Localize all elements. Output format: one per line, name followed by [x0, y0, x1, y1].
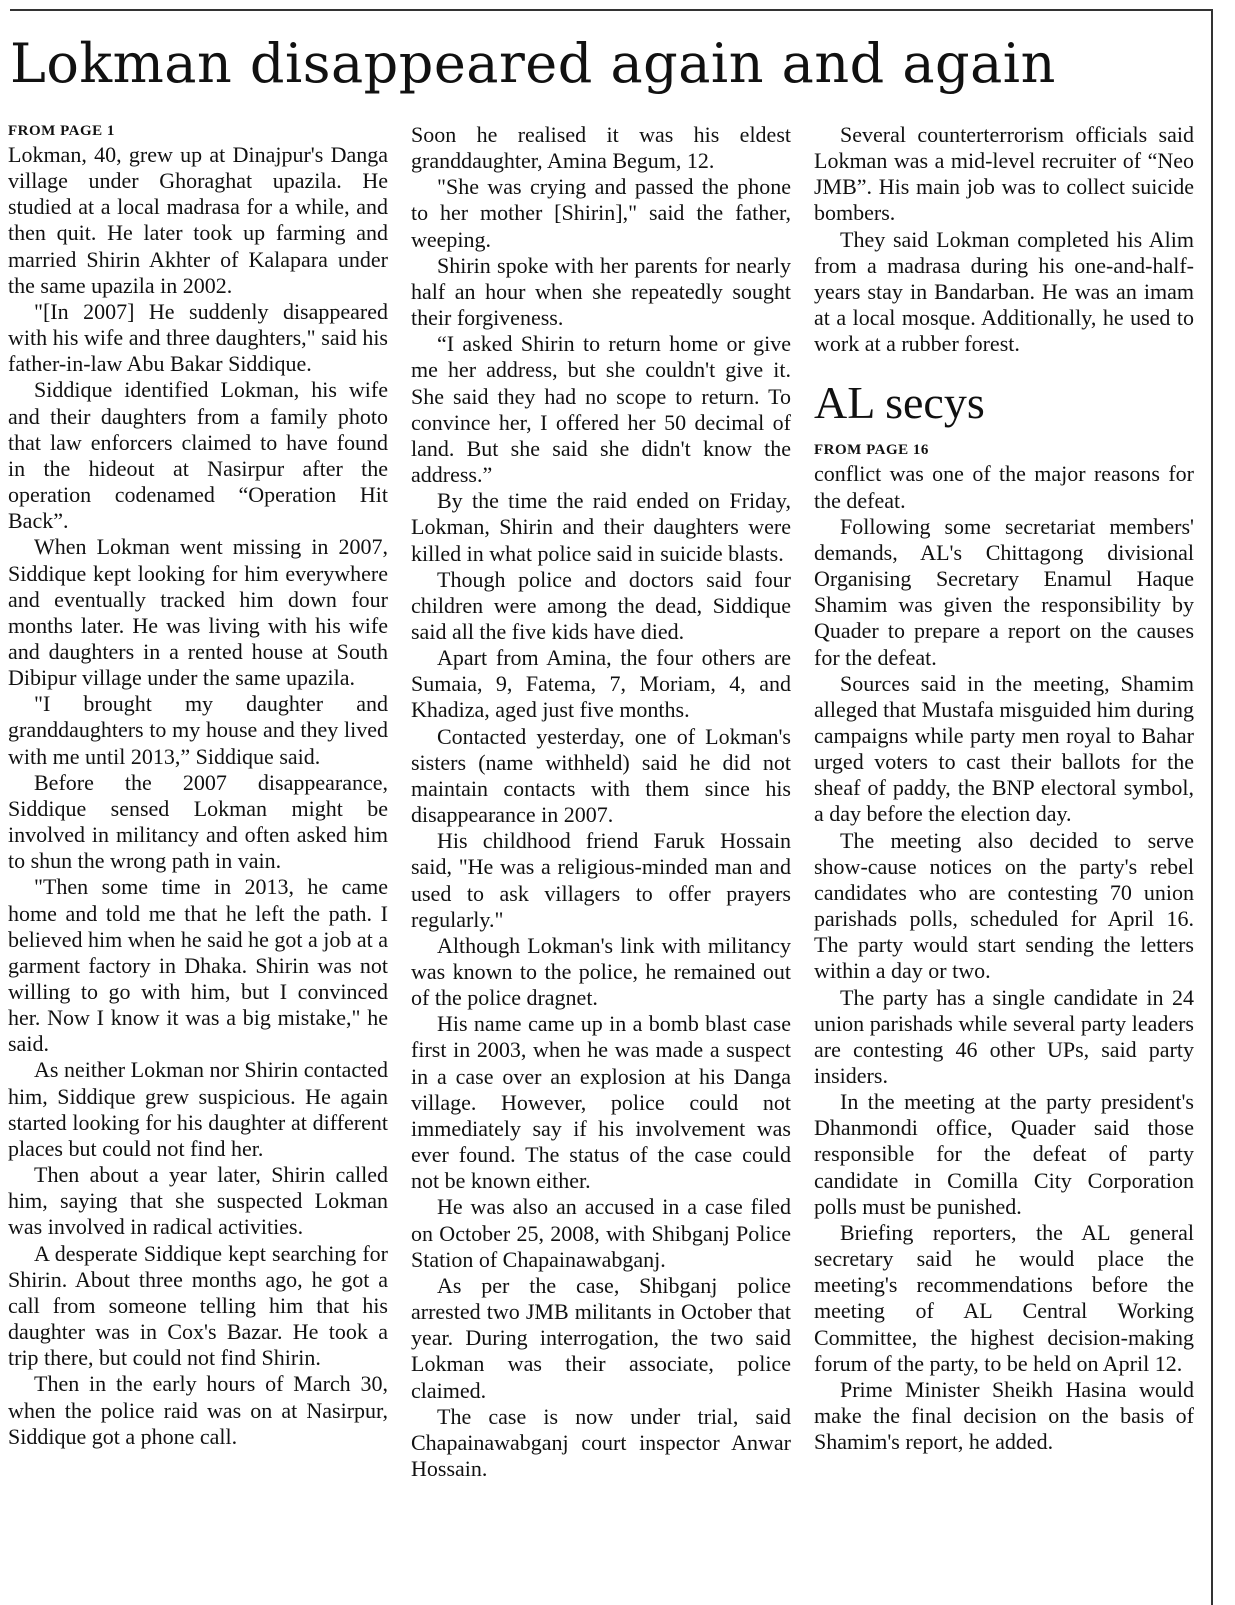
- paragraph: Shirin spoke with her parents for nearly half an hour when she repeatedly sought their forgiveness.: [411, 252, 791, 331]
- paragraph: The party has a single candidate in 24 union parishads while several party leaders are contesting 46 other UPs, said party insiders.: [814, 984, 1194, 1088]
- paragraph: They said Lokman completed his Alim from a madrasa during his one-and-half-years stay in Bandarban. He was an imam at a local mosque. Additionally, he used to work at a rubber forest.: [814, 226, 1194, 357]
- headline: Lokman disappeared again and again: [10, 32, 1056, 95]
- paragraph: “I asked Shirin to return home or give me her address, but she couldn't give it. She said they had no scope to return. To convince her, I offered her 50 decimal of land. But she said she didn't know the address.”: [411, 331, 791, 488]
- column-3: [814, 122, 1194, 1455]
- paragraph: conflict was one of the major reasons for the defeat.: [814, 461, 1194, 513]
- jump-line: FROM PAGE 1: [8, 123, 115, 139]
- paragraph: As per the case, Shibganj police arrested two JMB militants in October that year. During interrogation, the two said Lokman was their associate, police claimed.: [411, 1272, 791, 1403]
- paragraph: Sources said in the meeting, Shamim alleged that Mustafa misguided him during campaigns while party men royal to Bahar urged voters to cast their ballots for the sheaf of paddy, the BNP electoral symbol, a day before the election day.: [814, 670, 1194, 827]
- subhead: AL secys: [814, 377, 985, 429]
- jump-line: FROM PAGE 16: [814, 442, 929, 459]
- paragraph: In the meeting at the party president's Dhanmondi office, Quader said those responsible for the defeat of party candidate in Comilla City Corporation polls must be punished.: [814, 1089, 1194, 1219]
- paragraph: Though police and doctors said four children were among the dead, Siddique said all the five kids have died.: [411, 566, 791, 644]
- paragraph: Soon he realised it was his eldest granddaughter, Amina Begum, 12.: [411, 122, 791, 174]
- paragraph: Several counterterrorism officials said Lokman was a mid-level recruiter of “Neo JMB”. His main job was to collect suicide bombers.: [814, 122, 1194, 226]
- paragraph: As neither Lokman nor Shirin contacted him, Siddique grew suspicious. He again started looking for his daughter at different places but could not find her.: [8, 1057, 388, 1161]
- paragraph: Briefing reporters, the AL general secretary said he would place the meeting's recommendations before the meeting of AL Central Working Committee, the highest decision-making forum of the party, to be held on April 12.: [814, 1219, 1194, 1376]
- paragraph: Before the 2007 disappearance, Siddique sensed Lokman might be involved in militancy and often asked him to shun the wrong path in vain.: [8, 769, 388, 874]
- paragraph: Following some secretariat members' demands, AL's Chittagong divisional Organising Secretary Enamul Haque Shamim was given the responsibility by Quader to prepare a report on the causes for the defeat.: [814, 513, 1194, 670]
- paragraph: "Then some time in 2013, he came home and told me that he left the path. I believed him when he said he got a job at a garment factory in Dhaka. Shirin was not willing to go with him, but I convinced her. Now I know it was a big mistake," he said.: [8, 874, 388, 1057]
- paragraph: Siddique identified Lokman, his wife and their daughters from a family photo that law enforcers claimed to have found in the hideout at Nasirpur after the operation codenamed “Operation Hit Back”.: [8, 377, 388, 534]
- paragraph: Although Lokman's link with militancy was known to the police, he remained out of the police dragnet.: [411, 932, 791, 1011]
- paragraph: He was also an accused in a case filed on October 25, 2008, with Shibganj Police Station of Chapainawabganj.: [411, 1194, 791, 1272]
- paragraph: "I brought my daughter and granddaughters to my house and they lived with me until 2013,” Siddique said.: [8, 691, 388, 769]
- paragraph: Apart from Amina, the four others are Sumaia, 9, Fatema, 7, Moriam, 4, and Khadiza, aged just five months.: [411, 645, 791, 723]
- paragraph: His name came up in a bomb blast case first in 2003, when he was made a suspect in a case over an explosion at his Danga village. However, police could not immediately say if his involvement was ever found. The status of the case could not be known either.: [411, 1011, 791, 1194]
- paragraph: When Lokman went missing in 2007, Siddique kept looking for him everywhere and eventually tracked him down four months later. He was living with his wife and daughters in a rented house at South Dibipur village under the same upazila.: [8, 534, 388, 691]
- top-rule: [10, 9, 1213, 11]
- paragraph: Then about a year later, Shirin called him, saying that she suspected Lokman was involved in radical activities.: [8, 1162, 388, 1240]
- paragraph: "[In 2007] He suddenly disappeared with his wife and three daughters," said his father-in-law Abu Bakar Siddique.: [8, 298, 388, 377]
- paragraph: Contacted yesterday, one of Lokman's sisters (name withheld) said he did not maintain contacts with them since his disappearance in 2007.: [411, 723, 791, 828]
- paragraph: The case is now under trial, said Chapainawabganj court inspector Anwar Hossain.: [411, 1403, 791, 1481]
- paragraph: By the time the raid ended on Friday, Lokman, Shirin and their daughters were killed in what police said in suicide blasts.: [411, 488, 791, 566]
- column-2: [411, 122, 791, 1482]
- right-rule: [1211, 9, 1213, 1605]
- paragraph: Prime Minister Sheikh Hasina would make the final decision on the basis of Shamim's report, he added.: [814, 1376, 1194, 1455]
- paragraph: "She was crying and passed the phone to her mother [Shirin]," said the father, weeping.: [411, 174, 791, 252]
- paragraph: The meeting also decided to serve show-cause notices on the party's rebel candidates who are contesting 70 union parishads polls, scheduled for April 16. The party would start sending the letters within a day or two.: [814, 827, 1194, 984]
- paragraph: A desperate Siddique kept searching for Shirin. About three months ago, he got a call from someone telling him that his daughter was in Cox's Bazar. He took a trip there, but could not find Shirin.: [8, 1240, 388, 1371]
- column-1: [8, 122, 388, 1450]
- paragraph: Then in the early hours of March 30, when the police raid was on at Nasirpur, Siddique got a phone call.: [8, 1371, 388, 1449]
- paragraph: Lokman, 40, grew up at Dinajpur's Danga village under Ghoraghat upazila. He studied at a local madrasa for a while, and then quit. He later took up farming and married Shirin Akhter of Kalapara under the same upazila in 2002.: [8, 142, 388, 298]
- paragraph: His childhood friend Faruk Hossain said, "He was a religious-minded man and used to ask villagers to offer prayers regularly.": [411, 828, 791, 932]
